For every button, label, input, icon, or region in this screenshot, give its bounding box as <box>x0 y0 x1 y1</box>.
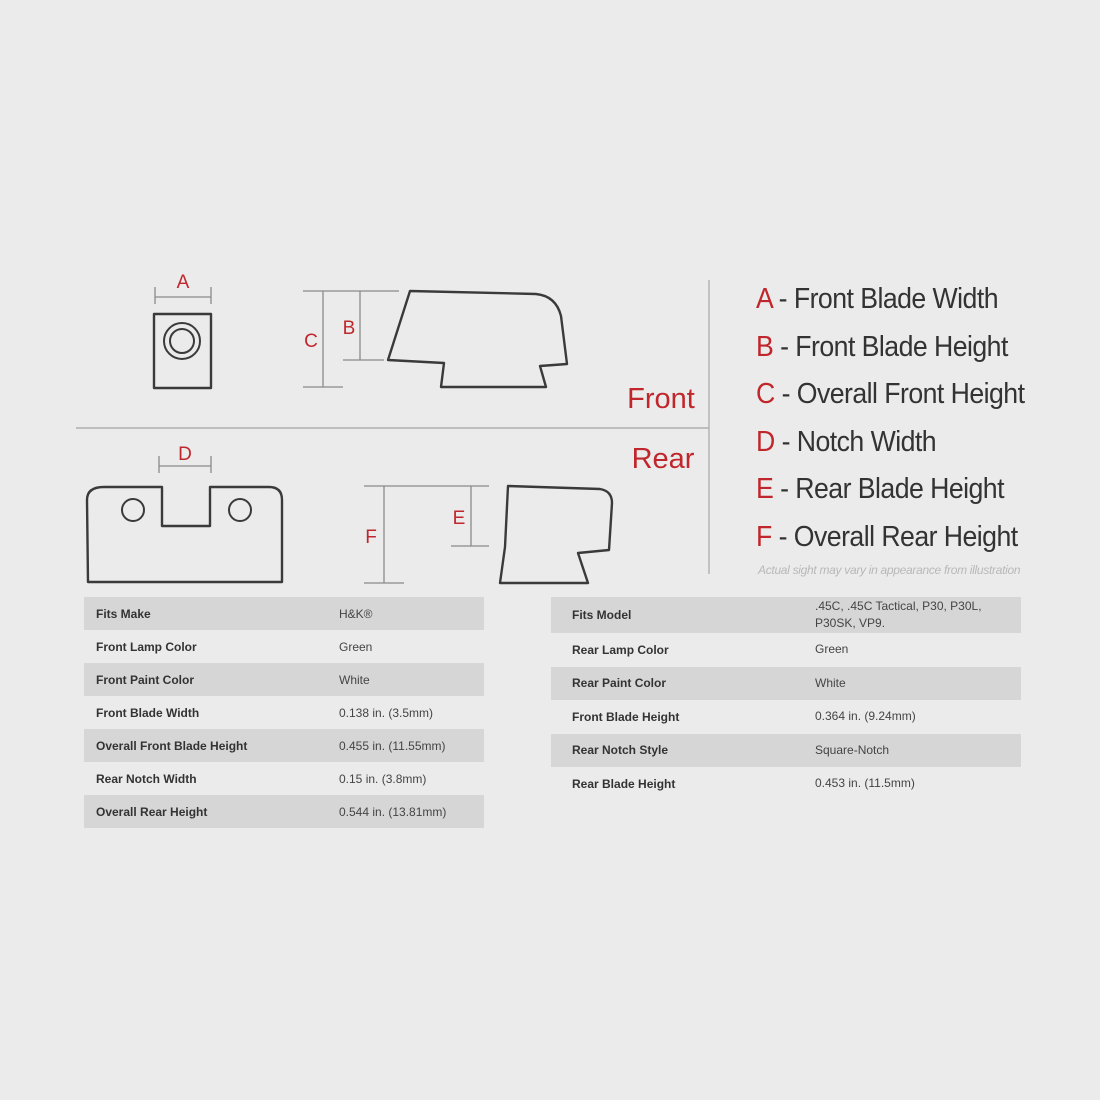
legend-item-d: D - Notch Width <box>756 425 937 458</box>
legend-item-a: A - Front Blade Width <box>756 283 998 315</box>
table-row: Rear Lamp Color Green <box>572 642 849 657</box>
table-row: Front Blade Width 0.138 in. (3.5mm) <box>96 705 434 720</box>
label-f: F <box>365 527 377 548</box>
rear-sight-front-view <box>87 444 282 582</box>
label-e: E <box>452 508 466 529</box>
label-b: B <box>342 318 356 339</box>
label-c: C <box>304 331 318 352</box>
table-row: Front Paint Color White <box>84 663 484 696</box>
table-row: Rear Notch Style Square-Notch <box>551 734 1021 768</box>
table-row: Front Blade Height 0.364 in. (9.24mm) <box>572 709 916 724</box>
front-section-label: Front <box>627 383 695 415</box>
label-a: A <box>176 272 190 293</box>
table-row: Rear Notch Width 0.15 in. (3.8mm) <box>96 771 427 786</box>
specs-table-right <box>551 597 1021 801</box>
table-row: Rear Blade Height 0.453 in. (11.5mm) <box>572 776 915 791</box>
rear-sight-side-view <box>364 486 612 583</box>
rear-section-label: Rear <box>631 443 695 475</box>
front-sight-top-view <box>154 272 211 388</box>
legend-item-f: F - Overall Rear Height <box>756 520 1018 553</box>
table-row: Fits Make H&K® <box>84 597 484 630</box>
legend-item-e: E - Rear Blade Height <box>756 473 1004 505</box>
front-sight-side-view <box>303 291 567 387</box>
specs-table-left <box>84 597 484 828</box>
illustration-disclaimer: Actual sight may vary in appearance from illustration <box>758 563 1021 577</box>
table-row: Fits Model .45C, .45C Tactical, P30, P30L, P30SK, VP9. <box>551 597 1021 633</box>
dimension-legend <box>756 276 1048 561</box>
table-row: Rear Paint Color White <box>551 667 1021 701</box>
table-row: Overall Rear Height 0.544 in. (13.81mm) <box>84 795 484 828</box>
label-d: D <box>178 444 192 465</box>
legend-item-b: B - Front Blade Height <box>756 330 1008 363</box>
legend-item-c: C - Overall Front Height <box>756 378 1025 410</box>
table-row: Front Lamp Color Green <box>96 639 373 654</box>
table-row: Overall Front Blade Height 0.455 in. (11.55mm) <box>84 729 484 762</box>
